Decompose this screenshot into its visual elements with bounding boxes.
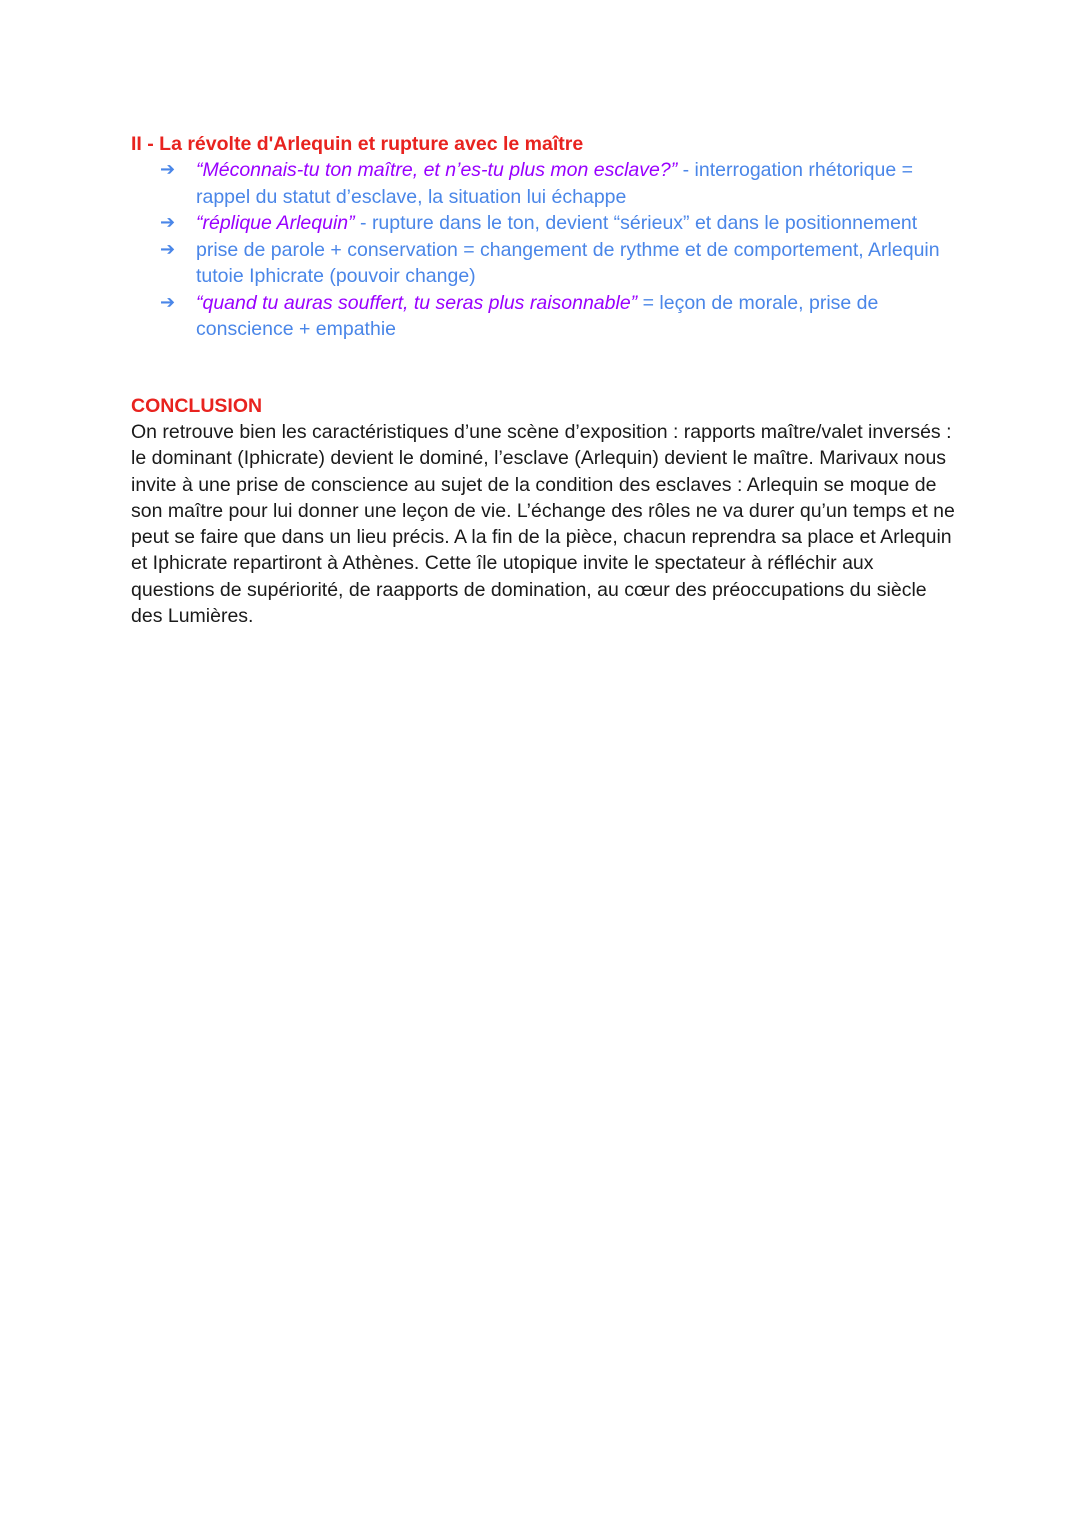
- bullet-text: = leçon de morale, prise de conscience + empathie: [196, 291, 879, 340]
- arrow-icon: ➔: [160, 238, 176, 260]
- bullet-text: - interrogation rhétorique = rappel du statut d’esclave, la situation lui échappe: [196, 159, 913, 208]
- bullet-text: - rupture dans le ton, devient “sérieux” et dans le positionnement: [354, 212, 918, 234]
- bullet-quote: “Méconnais-tu ton maître, et n’es-tu plus mon esclave?”: [196, 159, 678, 181]
- bullet-quote: “quand tu auras souffert, tu seras plus raisonnable”: [196, 291, 638, 314]
- bullet-text: prise de parole + conservation = changement de rythme et de comportement, Arlequin tutoie Iphicrate (pouvoir change): [196, 238, 940, 287]
- bullet-item: [160, 210, 960, 237]
- arrow-icon: ➔: [160, 159, 176, 180]
- bullet-list: [160, 157, 960, 343]
- conclusion-paragraph: On retrouve bien les caractéristiques d’une scène d’exposition : rapports maître/valet inversés : le dominant (Iphicrate) devient le dominé, l’esclave (Arlequin) devient le maître. Marivaux nous invite à une prise de conscience au sujet de la condition des esclaves : Arlequin se moque de son maître pour lui donner une leçon de vie. L’échange des rôles ne va durer qu’un temps et ne peut se faire que dans un lieu précis. A la fin de la pièce, chacun reprendra sa place et Arlequin et Iphicrate repartiront à Athènes. Cette île utopique invite le spectateur à réfléchir aux questions de supériorité, de raapports de domination, au cœur des préoccupations du siècle des Lumières.: [131, 421, 955, 628]
- conclusion-title: CONCLUSION: [131, 395, 263, 417]
- bullet-item: [160, 157, 960, 210]
- bullet-item: [160, 290, 960, 343]
- bullet-quote: “réplique Arlequin”: [196, 212, 355, 234]
- arrow-icon: ➔: [160, 212, 176, 233]
- arrow-icon: ➔: [160, 291, 176, 313]
- bullet-item: [160, 237, 960, 290]
- section-title: II - La révolte d'Arlequin et rupture avec le maître: [131, 133, 584, 155]
